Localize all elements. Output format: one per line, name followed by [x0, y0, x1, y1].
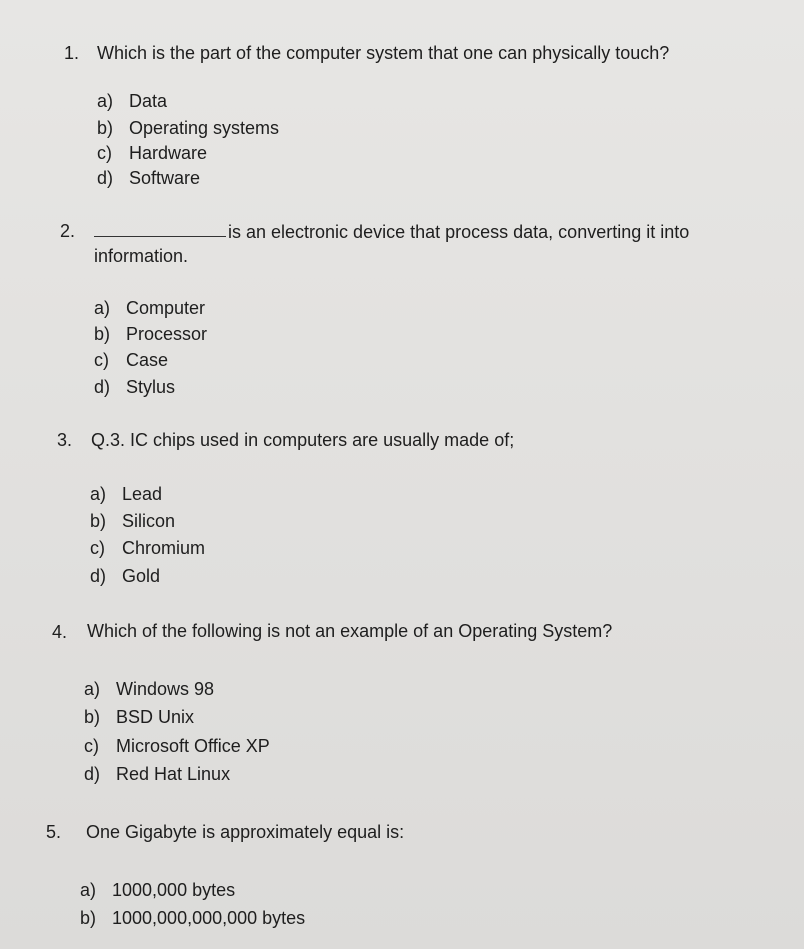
option-text: 1000,000 bytes: [112, 880, 236, 900]
question-4-option-b[interactable]: [84, 706, 194, 728]
option-text: Windows 98: [116, 679, 215, 699]
question-1-number: 1.: [64, 43, 80, 63]
option-text: Computer: [126, 298, 206, 318]
option-letter: c): [94, 350, 109, 370]
option-letter: c): [90, 538, 105, 558]
answer-blank[interactable]: [94, 236, 226, 237]
option-text: Processor: [126, 324, 208, 344]
option-letter: b): [90, 511, 107, 531]
question-4-option-d[interactable]: [84, 763, 230, 785]
option-text: Data: [129, 91, 168, 111]
option-letter: d): [97, 168, 114, 188]
question-3-number: 3.: [57, 430, 73, 450]
option-letter: b): [80, 908, 97, 928]
option-letter: b): [94, 324, 111, 344]
question-1-option-b[interactable]: [97, 117, 279, 139]
option-text: Chromium: [122, 538, 206, 558]
question-1-option-d[interactable]: [97, 167, 200, 189]
option-letter: a): [84, 679, 101, 699]
option-letter: c): [84, 736, 99, 756]
option-text: Microsoft Office XP: [116, 736, 270, 756]
question-5-number: 5.: [46, 822, 62, 842]
question-2-text: is an electronic device that process data, converting it into: [228, 222, 690, 242]
question-2-continuation: information.: [94, 246, 189, 266]
option-text: Software: [129, 168, 201, 188]
option-letter: c): [97, 143, 112, 163]
option-text: Gold: [122, 566, 161, 586]
question-3-option-b[interactable]: [90, 510, 175, 532]
option-text: Stylus: [126, 377, 176, 397]
option-text: Red Hat Linux: [116, 764, 231, 784]
option-letter: a): [80, 880, 97, 900]
option-text: BSD Unix: [116, 707, 195, 727]
question-2-option-d[interactable]: [94, 376, 175, 398]
question-2-option-c[interactable]: [94, 349, 168, 371]
option-text: Lead: [122, 484, 163, 504]
question-5-option-b[interactable]: [80, 907, 305, 929]
question-5-text: One Gigabyte is approximately equal is:: [86, 822, 405, 842]
question-4-text: Which of the following is not an example of an Operating System?: [87, 621, 613, 641]
option-letter: a): [97, 91, 114, 111]
question-3-option-a[interactable]: [90, 483, 162, 505]
option-letter: d): [84, 764, 101, 784]
option-letter: d): [90, 566, 107, 586]
option-text: Case: [126, 350, 169, 370]
question-3-option-c[interactable]: [90, 537, 205, 559]
option-letter: b): [97, 118, 114, 138]
option-text: Hardware: [129, 143, 208, 163]
question-2-number: 2.: [60, 221, 76, 241]
question-4-option-a[interactable]: [84, 678, 214, 700]
option-text: Operating systems: [129, 118, 280, 138]
question-1-option-a[interactable]: [97, 90, 167, 112]
question-3-option-d[interactable]: [90, 565, 160, 587]
question-4-number: 4.: [52, 622, 68, 642]
question-3-text: Q.3. IC chips used in computers are usually made of;: [91, 430, 515, 450]
question-4-option-c[interactable]: [84, 735, 270, 757]
option-text: 1000,000,000,000 bytes: [112, 908, 306, 928]
question-5-option-a[interactable]: [80, 879, 235, 901]
option-letter: d): [94, 377, 111, 397]
question-2-option-a[interactable]: [94, 297, 205, 319]
question-1-text: Which is the part of the computer system that one can physically touch?: [97, 43, 670, 63]
question-1-option-c[interactable]: [97, 142, 207, 164]
question-2-option-b[interactable]: [94, 323, 207, 345]
option-letter: b): [84, 707, 101, 727]
option-letter: a): [94, 298, 111, 318]
option-letter: a): [90, 484, 107, 504]
option-text: Silicon: [122, 511, 176, 531]
